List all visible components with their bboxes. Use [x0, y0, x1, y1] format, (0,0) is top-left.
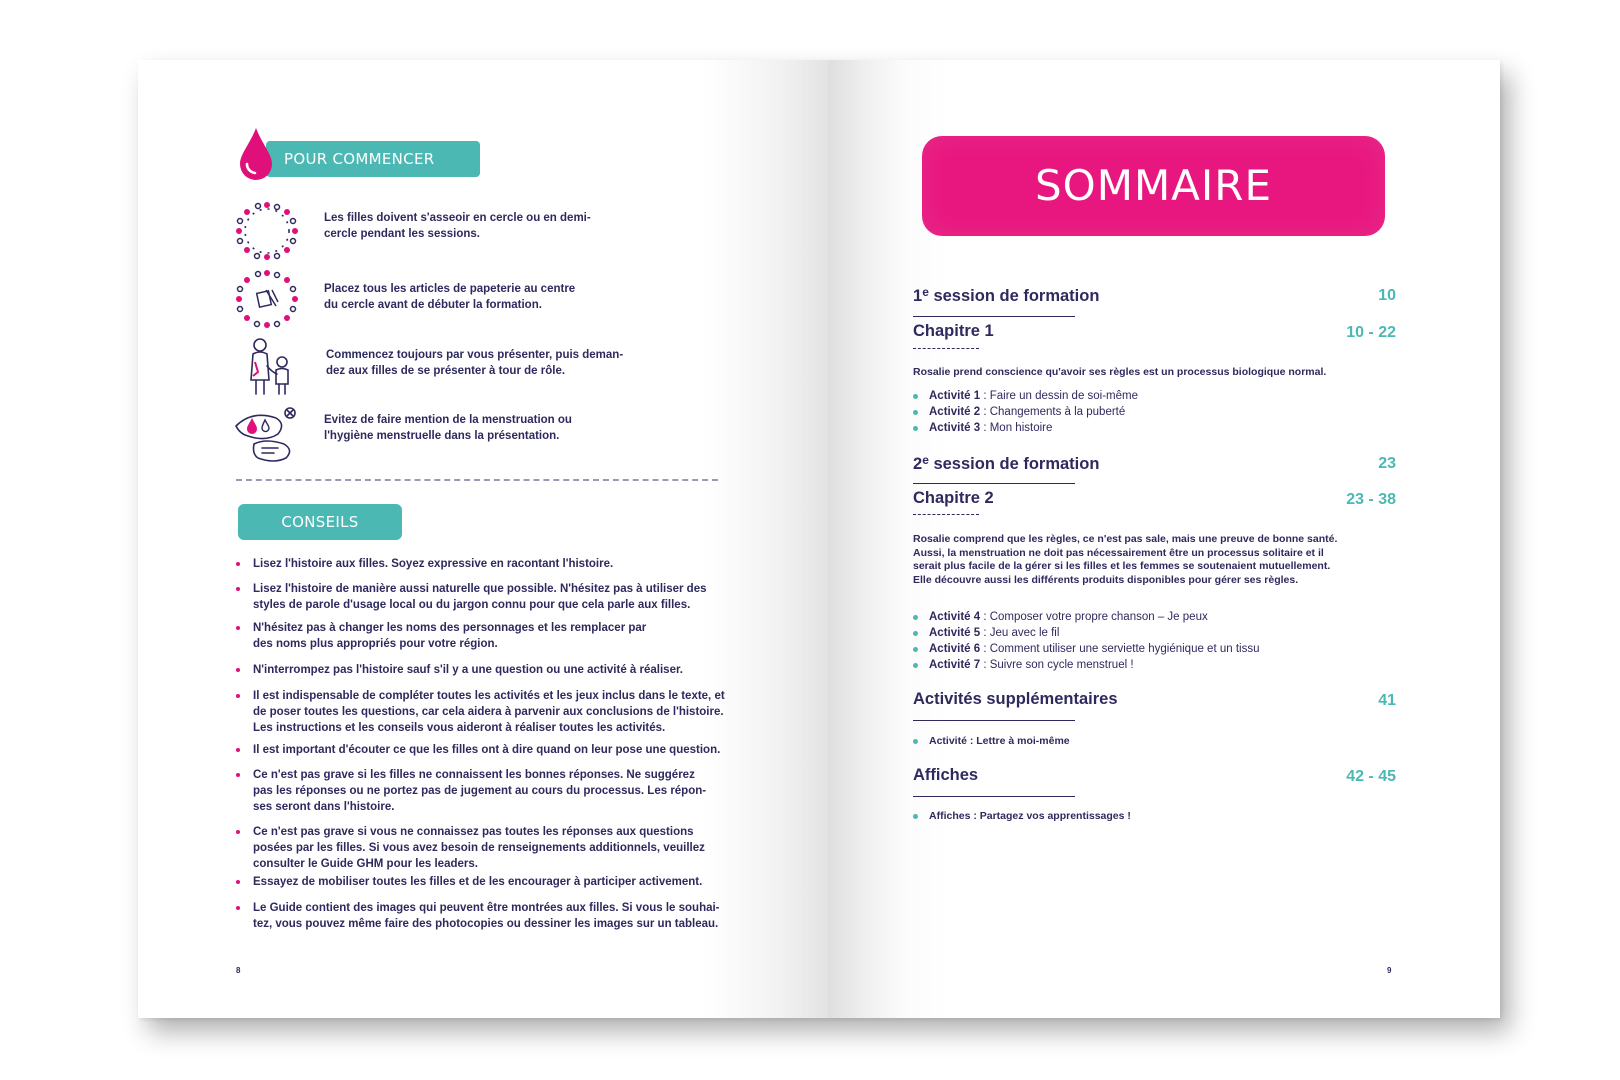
toc-session-2: 2e session de formation [913, 453, 1100, 473]
toc-activity: Activité 4 : Composer votre propre chanson – Je peux [913, 609, 1208, 625]
bullet-icon [236, 626, 240, 630]
bullet-icon [236, 562, 240, 566]
circle-of-girls-icon [232, 200, 302, 262]
advice-item: Il est indispensable de compléter toutes les activités et les jeux inclus dans le texte, et de poser toutes les questions, car cela aidera à parvenir aux conclusions de l'histoire. Les instructions et les conseils vous aideront à réaliser toutes les activités. [236, 688, 725, 736]
bullet-icon [236, 906, 240, 910]
toc-page-session-2: 23 [1378, 455, 1396, 472]
bullet-icon [913, 739, 918, 744]
toc-posters: Affiches [913, 766, 979, 784]
sommaire-banner [922, 136, 1385, 236]
toc-page-chapter-2: 23 - 38 [1346, 491, 1396, 508]
toc-rule-dashed [913, 348, 979, 349]
section-divider [236, 479, 718, 481]
toc-page-extra-activities: 41 [1378, 692, 1396, 709]
bullet-icon [236, 773, 240, 777]
bullet-icon [913, 615, 918, 620]
bullet-icon [913, 814, 918, 819]
advice-item: Il est important d'écouter ce que les filles ont à dire quand on leur pose une question. [236, 742, 720, 758]
advice-item: Lisez l'histoire de manière aussi naturelle que possible. N'hésitez pas à utiliser des styles de parole d'usage local ou du jargon connu pour que cela parle aux filles. [236, 581, 707, 613]
advice-item: Essayez de mobiliser toutes les filles et de les encourager à participer activement. [236, 874, 702, 890]
advice-item: Lisez l'histoire aux filles. Soyez expressive en racontant l'histoire. [236, 556, 613, 572]
toc-chapter-2: Chapitre 2 [913, 489, 994, 507]
chapter-2-description: Rosalie comprend que les règles, ce n'est pas sale, mais une preuve de bonne santé. Aussi, la menstruation ne doit pas nécessairement être un processus solitaire et il serait plus facile de la gérer si les filles et les femmes se soutenaient mutuellement. Elle découvre aussi les différents produits disponibles pour gérer ses règles. [913, 533, 1338, 586]
bullet-icon [236, 830, 240, 834]
bullet-icon [236, 587, 240, 591]
toc-activity: Activité 6 : Comment utiliser une serviette hygiénique et un tissu [913, 641, 1259, 657]
toc-activity: Affiches : Partagez vos apprentissages ! [913, 808, 1131, 824]
bullet-icon [913, 663, 918, 668]
toc-activity: Activité 1 : Faire un dessin de soi-même [913, 388, 1138, 404]
toc-rule [913, 316, 1075, 317]
toc-chapter-1: Chapitre 1 [913, 322, 994, 340]
toc-rule-dashed [913, 514, 979, 515]
toc-page-session-1: 10 [1378, 287, 1396, 304]
advice-item: Le Guide contient des images qui peuvent être montrées aux filles. Si vous le souhai- tez, vous pouvez même faire des photocopies ou dessiner les images sur un tableau. [236, 900, 720, 932]
toc-activity: Activité 7 : Suivre son cycle menstruel ! [913, 657, 1134, 673]
advice-item: Ce n'est pas grave si les filles ne connaissent les bonnes réponses. Ne suggérez pas les réponses ou ne portez pas de jugement au cours du processus. Les répon- ses seront dans l'histoire. [236, 767, 706, 815]
sommaire-title: SOMMAIRE [1034, 161, 1273, 210]
no-talk-menstruation-icon [232, 404, 302, 466]
tip-text-1: Les filles doivent s'asseoir en cercle ou en demi- cercle pendant les sessions. [324, 212, 591, 240]
blood-drop-icon [236, 126, 276, 182]
bullet-icon [236, 668, 240, 672]
bullet-icon [236, 880, 240, 884]
tip-text-2: Placez tous les articles de papeterie au centre du cercle avant de débuter la formation. [324, 283, 576, 311]
circle-with-supplies-icon [232, 268, 302, 330]
tip-text-4: Evitez de faire mention de la menstruation ou l'hygiène menstruelle dans la présentation. [324, 414, 572, 442]
toc-rule [913, 796, 1075, 797]
section-title-conseils: CONSEILS [238, 504, 402, 540]
page-number-right: 9 [1387, 966, 1392, 975]
toc-activity: Activité 2 : Changements à la puberté [913, 404, 1125, 420]
toc-activity: Activité 5 : Jeu avec le fil [913, 625, 1059, 641]
advice-item: Ce n'est pas grave si vous ne connaissez pas toutes les réponses aux questions posées par les filles. Si vous avez besoin de renseignements additionnels, veuillez consulter le Guide GHM pour les leaders. [236, 824, 705, 872]
bullet-icon [236, 748, 240, 752]
page-number-left: 8 [236, 966, 241, 975]
bullet-icon [236, 694, 240, 698]
toc-rule [913, 483, 1075, 484]
bullet-icon [913, 394, 918, 399]
toc-activity: Activité 3 : Mon histoire [913, 420, 1052, 436]
toc-activity: Activité : Lettre à moi-même [913, 733, 1070, 749]
chapter-1-description: Rosalie prend conscience qu'avoir ses règles est un processus biologique normal. [913, 366, 1327, 378]
toc-session-1: 1e session de formation [913, 285, 1100, 305]
toc-rule [913, 720, 1075, 721]
section-title-pour-commencer: POUR COMMENCER [266, 141, 480, 177]
toc-page-chapter-1: 10 - 22 [1346, 324, 1396, 341]
toc-page-posters: 42 - 45 [1346, 768, 1396, 785]
tip-text-3: Commencez toujours par vous présenter, puis deman- dez aux filles de se présenter à tour de rôle. [326, 349, 624, 377]
bullet-icon [913, 426, 918, 431]
woman-and-girl-icon [236, 336, 306, 398]
bullet-icon [913, 410, 918, 415]
bullet-icon [913, 647, 918, 652]
advice-item: N'hésitez pas à changer les noms des personnages et les remplacer par des noms plus appropriés pour votre région. [236, 620, 646, 652]
advice-item: N'interrompez pas l'histoire sauf s'il y a une question ou une activité à réaliser. [236, 662, 683, 678]
toc-extra-activities: Activités supplémentaires [913, 690, 1118, 708]
bullet-icon [913, 631, 918, 636]
